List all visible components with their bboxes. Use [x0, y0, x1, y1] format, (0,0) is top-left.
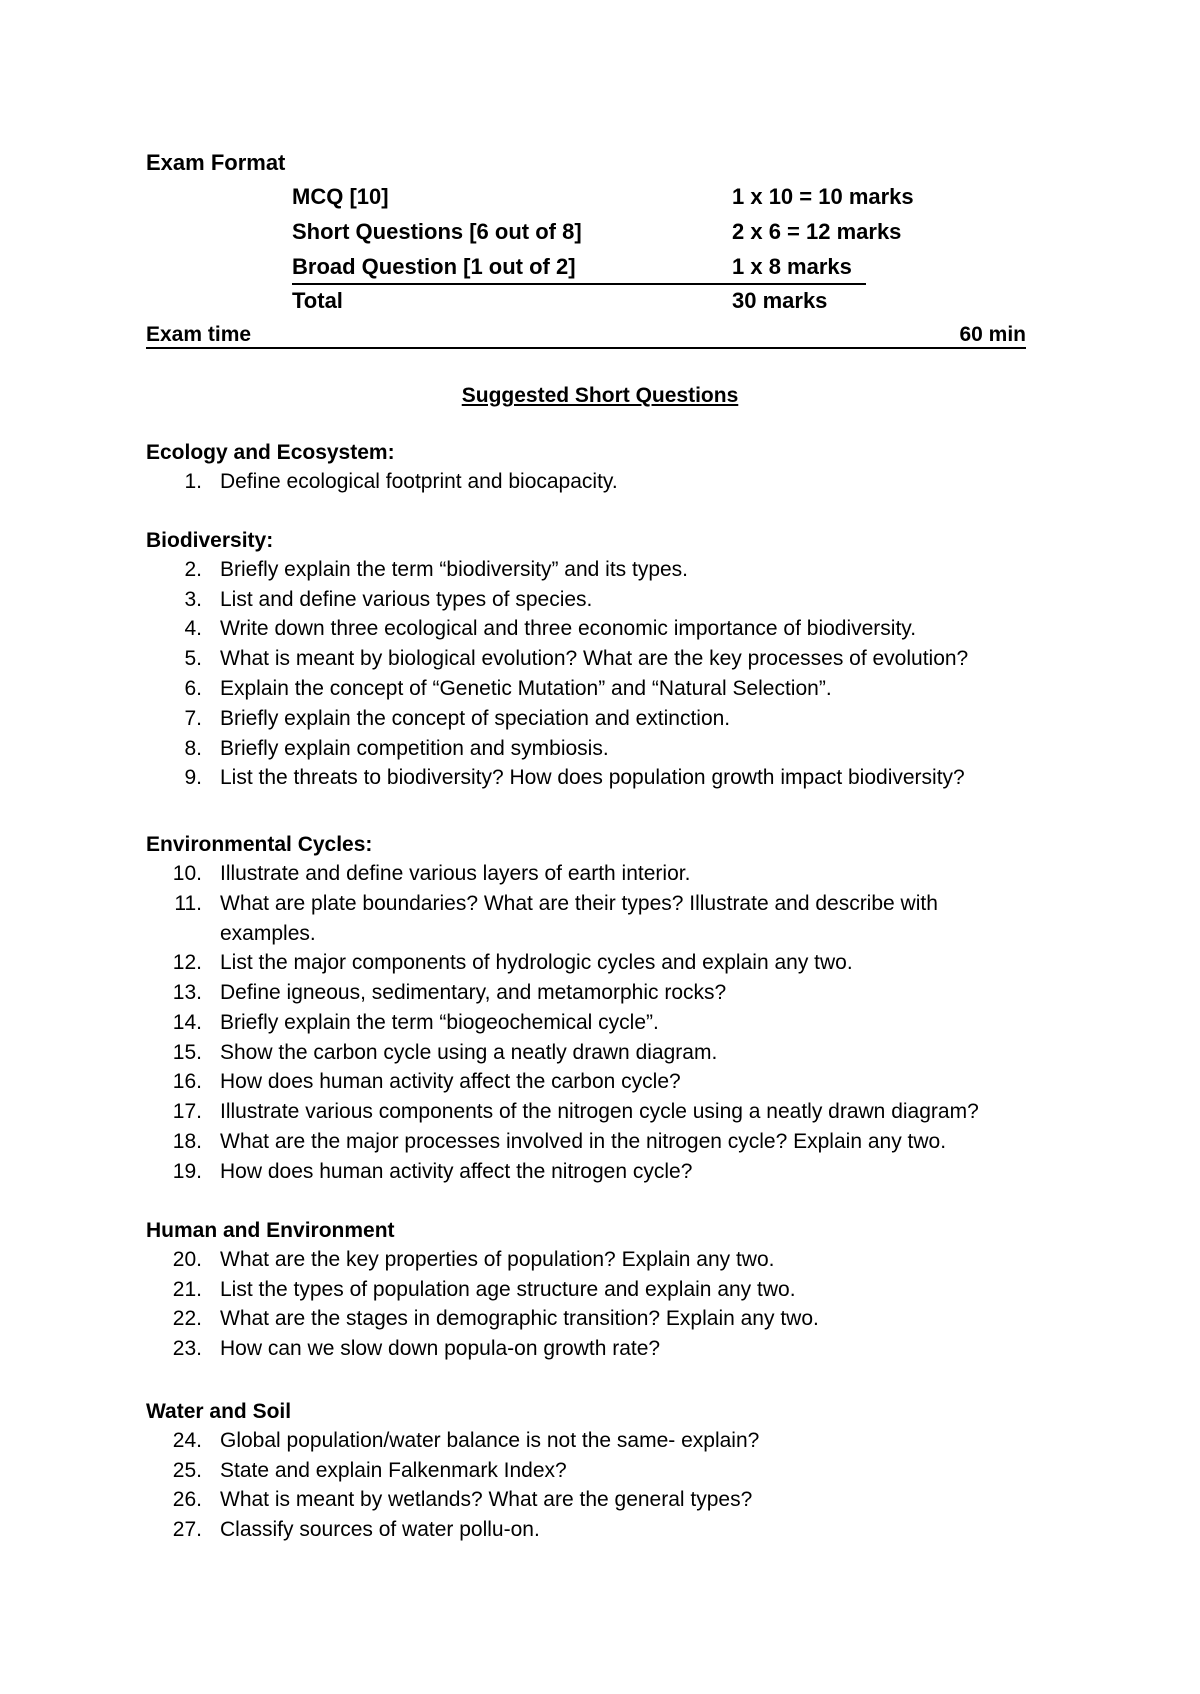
section-title: Biodiversity:: [146, 529, 274, 552]
question-number: 11.: [174, 891, 202, 915]
question-text: Illustrate and define various layers of earth interior.: [220, 861, 691, 885]
format-row-label: MCQ [10]: [292, 184, 389, 209]
format-row-total: [0, 288, 1200, 318]
question-text: What are plate boundaries? What are their types? Illustrate and describe with examples.: [220, 891, 938, 945]
question-text: List and define various types of species.: [220, 587, 593, 611]
question-number: 17.: [172, 1100, 202, 1124]
question-text: What is meant by wetlands? What are the general types?: [220, 1488, 753, 1512]
question-text: Define ecological footprint and biocapacity.: [220, 469, 618, 493]
question-text: What are the major processes involved in the nitrogen cycle? Explain any two.: [220, 1130, 947, 1153]
section-title: Water and Soil: [146, 1400, 292, 1423]
question-number: 15.: [172, 1040, 202, 1064]
format-row-value: 2 x 6 = 12 marks: [732, 219, 902, 244]
section-title: Ecology and Ecosystem:: [146, 441, 395, 464]
question-text: Explain the concept of “Genetic Mutation” and “Natural Selection”.: [220, 677, 832, 700]
section-title: Human and Environment: [146, 1219, 395, 1242]
question-text: Show the carbon cycle using a neatly drawn diagram.: [220, 1040, 718, 1064]
format-row-label: Total: [292, 288, 343, 313]
exam-time-label: Exam time: [146, 323, 252, 346]
format-row-broad: [0, 254, 1200, 284]
question-number: 4.: [184, 617, 202, 641]
question-text: Write down three ecological and three economic importance of biodiversity.: [220, 617, 917, 641]
question-text: Briefly explain competition and symbiosis.: [220, 736, 609, 760]
question-number: 26.: [172, 1488, 202, 1512]
question-number: 22.: [172, 1307, 202, 1331]
exam-time-underline: [146, 347, 1026, 349]
question-text: Global population/water balance is not the same- explain?: [220, 1428, 760, 1452]
question-text: Briefly explain the concept of speciation and extinction.: [220, 706, 731, 730]
question-number: 14.: [172, 1010, 202, 1034]
exam-time-value: 60 min: [959, 323, 1026, 346]
question-number: 9.: [184, 766, 202, 790]
question-number: 12.: [172, 951, 202, 975]
question-number: 23.: [172, 1337, 202, 1361]
section-title: Environmental Cycles:: [146, 833, 373, 856]
question-number: 18.: [172, 1130, 202, 1153]
question-text: Define igneous, sedimentary, and metamorphic rocks?: [220, 981, 727, 1004]
question-text: How does human activity affect the nitrogen cycle?: [220, 1159, 693, 1183]
question-text: Briefly explain the term “biodiversity” and its types.: [220, 557, 689, 581]
question-text: How does human activity affect the carbon cycle?: [220, 1070, 681, 1094]
question-number: 1.: [184, 469, 202, 493]
format-row-mcq: [0, 184, 1200, 214]
question-number: 3.: [184, 587, 202, 611]
question-text: State and explain Falkenmark Index?: [220, 1458, 567, 1482]
question-text: What are the key properties of population? Explain any two.: [220, 1247, 775, 1271]
question-text: Illustrate various components of the nitrogen cycle using a neatly drawn diagram?: [220, 1100, 979, 1124]
question-number: 16.: [172, 1070, 202, 1094]
question-number: 20.: [172, 1247, 202, 1271]
question-number: 6.: [184, 677, 202, 700]
suggested-questions-title: Suggested Short Questions: [461, 384, 739, 407]
question-text: List the types of population age structure and explain any two.: [220, 1277, 796, 1301]
question-number: 2.: [184, 557, 202, 581]
question-text: Classify sources of water pollu-on.: [220, 1518, 540, 1542]
question-text: What is meant by biological evolution? What are the key processes of evolution?: [220, 647, 969, 671]
question-number: 27.: [172, 1518, 202, 1542]
question-number: 8.: [184, 736, 202, 760]
question-text: What are the stages in demographic transition? Explain any two.: [220, 1307, 819, 1331]
broad-row-underline: [292, 283, 866, 285]
question-number: 13.: [172, 981, 202, 1004]
question-number: 21.: [172, 1277, 202, 1301]
question-number: 10.: [172, 861, 202, 885]
question-number: 25.: [172, 1458, 202, 1482]
question-text: Briefly explain the term “biogeochemical cycle”.: [220, 1010, 659, 1034]
format-row-value: 1 x 8 marks: [732, 254, 852, 279]
format-row-label: Broad Question [1 out of 2]: [292, 254, 576, 279]
question-text: List the major components of hydrologic cycles and explain any two.: [220, 951, 853, 975]
exam-format-heading: Exam Format: [146, 150, 286, 175]
question-text: List the threats to biodiversity? How does population growth impact biodiversity?: [220, 766, 965, 790]
format-row-value: 30 marks: [732, 288, 828, 313]
question-number: 5.: [184, 647, 202, 671]
format-row-short: [0, 219, 1200, 249]
format-row-label: Short Questions [6 out of 8]: [292, 219, 582, 244]
format-row-value: 1 x 10 = 10 marks: [732, 184, 914, 209]
question-number: 19.: [172, 1159, 202, 1183]
question-number: 24.: [172, 1428, 202, 1452]
question-text: How can we slow down popula-on growth rate?: [220, 1337, 661, 1361]
question-number: 7.: [184, 706, 202, 730]
